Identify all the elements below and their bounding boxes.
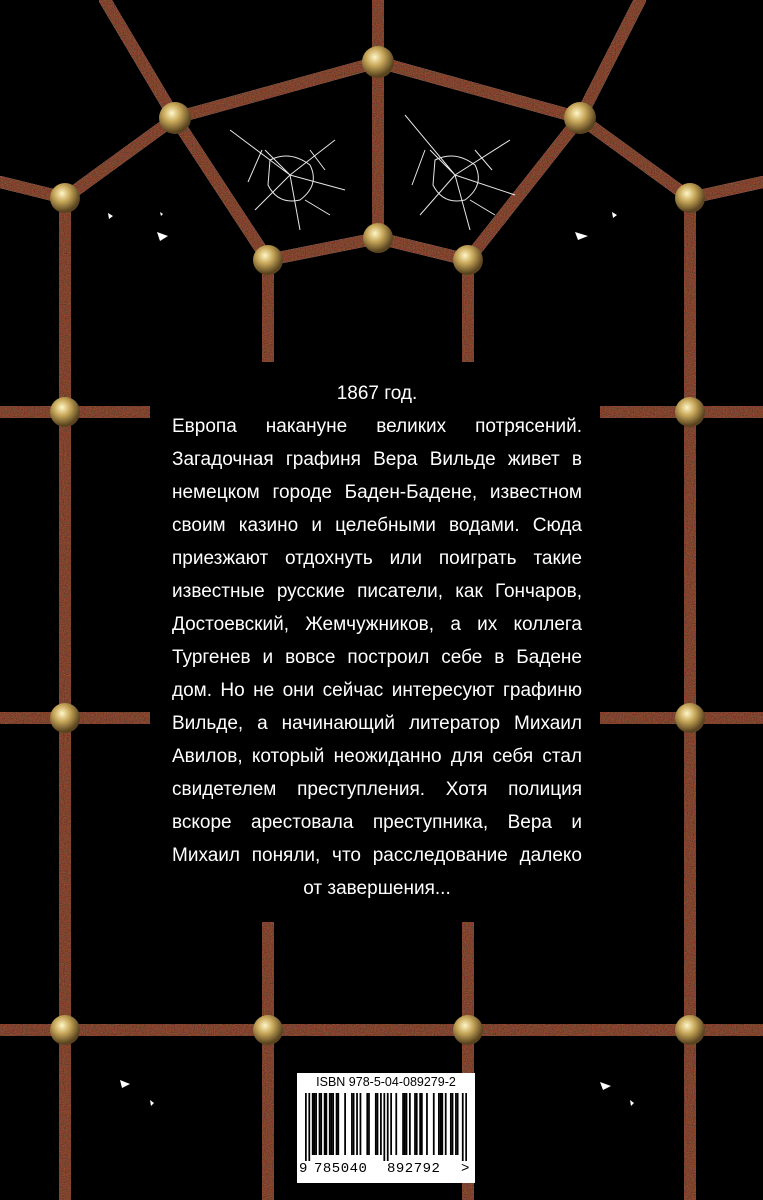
blurb-line-11: Авилов, который неожиданно для себя стал: [172, 746, 582, 767]
barcode-bar: [319, 1093, 321, 1155]
barcode-bar: [320, 1093, 322, 1155]
barcode-bar: [329, 1093, 331, 1155]
barcode-bar: [336, 1093, 338, 1155]
barcode-bar: [465, 1093, 467, 1161]
barcode-arrow: >: [461, 1161, 470, 1177]
blurb-line-14: Михаил поняли, что расследование далеко: [172, 845, 582, 866]
barcode-bar: [356, 1093, 358, 1155]
blurb-line-10: Вильде, а начинающий литератор Михаил: [172, 713, 582, 734]
barcode-bar: [452, 1093, 454, 1155]
barcode-bar: [409, 1093, 411, 1155]
barcode-bar: [344, 1093, 346, 1155]
barcode-bar: [312, 1093, 314, 1155]
barcode-bar: [332, 1093, 334, 1155]
blurb-line-12: свидетелем преступления. Хотя полиция: [172, 779, 582, 800]
barcode-bar: [406, 1093, 408, 1155]
barcode-bar: [305, 1093, 307, 1161]
barcode-bar: [366, 1093, 368, 1155]
barcode-bar: [455, 1093, 457, 1155]
blurb-line-5: приезжают отдохнуть или поиграть такие: [172, 548, 582, 569]
isbn-barcode: [297, 1073, 475, 1183]
barcode-bar: [324, 1093, 326, 1155]
barcode-bar: [387, 1093, 389, 1161]
barcode-bar: [441, 1093, 443, 1155]
blurb-last-line: от завершения...: [303, 878, 451, 899]
isbn-label: ISBN 978-5-04-089279-2: [316, 1075, 456, 1089]
blurb-line-2: Загадочная графиня Вера Вильде живет в: [172, 449, 582, 470]
cracked-glass-left: [230, 130, 345, 230]
blurb-line-8: Тургенев и вовсе построил себе в Бадене: [172, 647, 582, 668]
barcode-bar: [337, 1093, 339, 1155]
barcode-bar: [414, 1093, 416, 1155]
barcode-bar: [377, 1093, 379, 1155]
barcode-bars: [305, 1093, 467, 1161]
barcode-bar: [314, 1093, 316, 1155]
blurb-line-13: вскоре арестовала преступника, Вера и: [172, 812, 582, 833]
barcode-bar: [325, 1093, 327, 1155]
blurb-line-4: своим казино и целебными водами. Сюда: [172, 515, 582, 536]
blurb-line-6: известные русские писатели, как Гончаров,: [172, 581, 582, 602]
blurb-line-9: дом. Но не они сейчас интересуют графиню: [172, 680, 582, 701]
blurb-year: 1867 год.: [336, 383, 418, 404]
blurb-line-3: немецком городе Баден-Бадене, известном: [172, 482, 582, 503]
barcode-bar: [402, 1093, 404, 1155]
barcode-bar: [445, 1093, 447, 1155]
barcode-bar: [433, 1093, 435, 1155]
barcode-digit-first: 9: [299, 1161, 308, 1177]
barcode-bar: [404, 1093, 406, 1155]
barcode-bar: [426, 1093, 428, 1155]
barcode-digits-right: 892792: [387, 1161, 441, 1177]
barcode-bar: [315, 1093, 317, 1155]
barcode-bar: [308, 1093, 310, 1161]
barcode-bar: [380, 1093, 382, 1155]
blurb-line-7: Достоевский, Жемчужников, а их коллега: [172, 614, 582, 635]
barcode-bar: [440, 1093, 442, 1155]
barcode-bar: [383, 1093, 385, 1161]
barcode-bar: [462, 1093, 464, 1161]
barcode-bar: [457, 1093, 459, 1155]
barcode-bar: [331, 1093, 333, 1155]
blurb-line-1: Европа накануне великих потрясений.: [172, 416, 582, 437]
barcode-bar: [438, 1093, 440, 1155]
barcode-bar: [360, 1093, 362, 1155]
barcode-bar: [395, 1093, 397, 1155]
barcode-bar: [450, 1093, 452, 1155]
barcode-digits-left: 785040: [314, 1161, 368, 1177]
barcode-bar: [419, 1093, 421, 1155]
barcode-bar: [416, 1093, 418, 1155]
barcode-bar: [353, 1093, 355, 1155]
barcode-bar: [390, 1093, 392, 1155]
barcode-bar: [375, 1093, 377, 1155]
barcode-bar: [351, 1093, 353, 1155]
barcode-bar: [368, 1093, 370, 1155]
barcode-bar: [421, 1093, 423, 1155]
